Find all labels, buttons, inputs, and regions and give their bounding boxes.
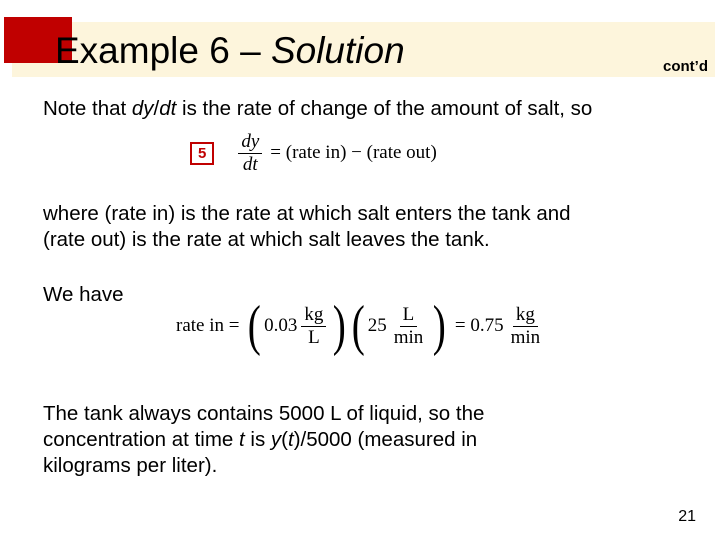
equation-number: 5	[190, 142, 214, 165]
paragraph-rate-of-change	[43, 96, 592, 122]
equation-5	[190, 127, 437, 179]
para1-dt: dt	[159, 97, 177, 120]
rate-in-lhs: rate in =	[176, 315, 240, 336]
para2-line2: (rate out) is the rate at which salt leaves the tank.	[43, 228, 490, 251]
paragraph-rates	[43, 201, 571, 253]
para1-slash: /	[153, 97, 160, 120]
rate-in-result: = 0.75	[454, 315, 504, 336]
unit2-num: L	[400, 304, 418, 327]
unit-kg-per-L	[301, 304, 326, 349]
open-paren-2: (	[351, 295, 365, 357]
unit-kg-per-min	[508, 304, 544, 349]
para4-line2-b: is	[244, 428, 271, 451]
equation-rhs: = (rate in) − (rate out)	[270, 142, 437, 163]
para4-t: t	[239, 428, 245, 451]
unit1-num: kg	[301, 304, 326, 327]
para4-line2-d: )/5000 (measured in	[293, 428, 478, 451]
concentration-value: 0.03	[264, 315, 298, 336]
para4-line2-a: concentration at time	[43, 428, 239, 451]
paragraph-we-have: We have	[43, 283, 124, 306]
unit-L-per-min	[391, 304, 427, 349]
paragraph-concentration	[43, 401, 484, 479]
fraction-numerator: dy	[238, 131, 262, 154]
para4-line3: kilograms per liter).	[43, 454, 218, 477]
close-paren-1: )	[333, 295, 347, 357]
continued-label: cont’d	[663, 58, 708, 75]
close-paren-2: )	[433, 295, 447, 357]
para4-line1: The tank always contains 5000 L of liquid, so the	[43, 402, 485, 425]
fraction-denominator: dt	[242, 153, 258, 175]
para1-after: is the rate of change of the amount of salt, so	[176, 97, 593, 120]
para2-line1: where (rate in) is the rate at which salt enters the tank and	[43, 202, 571, 225]
para1-dy: dy	[131, 97, 154, 120]
title-main: Example 6 –	[55, 30, 271, 71]
para4-line2-c: (	[281, 428, 288, 451]
flow-rate-value: 25	[367, 315, 387, 336]
equation-rate-in	[176, 296, 547, 356]
unit3-den: min	[510, 326, 541, 348]
dy-dt-fraction	[238, 131, 262, 176]
slide-title	[55, 28, 405, 74]
unit3-num: kg	[513, 304, 538, 327]
title-italic: Solution	[270, 30, 405, 71]
para4-y: y	[270, 428, 282, 451]
para4-t2: t	[287, 428, 294, 451]
unit1-den: L	[308, 326, 320, 348]
para1-before: Note that	[43, 97, 132, 120]
open-paren-1: (	[248, 295, 262, 357]
unit2-den: min	[393, 326, 424, 348]
page-number: 21	[678, 508, 696, 525]
